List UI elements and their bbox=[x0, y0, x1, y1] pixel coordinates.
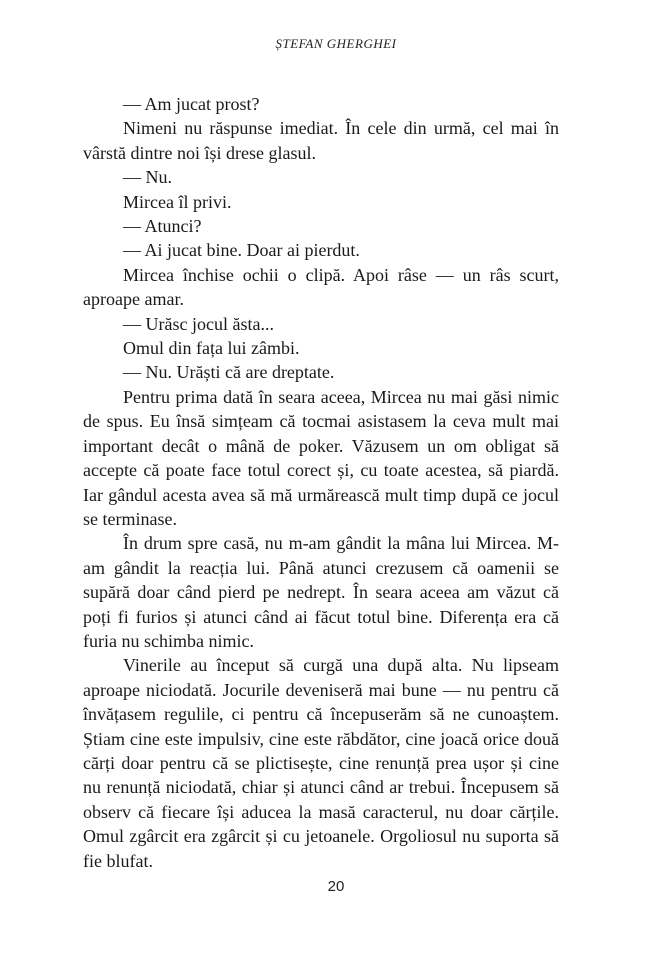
paragraph: — Am jucat prost? bbox=[123, 94, 260, 114]
paragraph: Vinerile au început să curgă una după alta. Nu lipseam aproape niciodată. Jocurile deveniseră mai bune — nu pentru că învățasem regulile, ci pentru că începuserăm să ne cunoaștem. Știam cine este impulsiv, cine este răbdător, cine joacă orice două cărți doar pentru că se plictisește, cine renunță prea ușor și cine nu renunță niciodată, chiar și atunci când ar trebui. Începusem să observ că fiecare își aducea la masă caracterul, nu doar cărțile. Omul zgârcit era zgârcit și cu jetoanele. Orgoliosul nu suporta să fie blufat. bbox=[83, 655, 559, 871]
paragraph: Nimeni nu răspunse imediat. În cele din urmă, cel mai în vârstă dintre noi își drese glasul. bbox=[83, 118, 559, 163]
paragraph: În drum spre casă, nu m-am gândit la mâna lui Mircea. M-am gândit la reacția lui. Până atunci crezusem că oamenii se supără doar când pierd pe nedrept. În seara aceea am văzut că poți fi furios și atunci când ai făcut totul bine. Diferența era că furia nu schimba nimic. bbox=[83, 533, 559, 651]
paragraph: Mircea închise ochii o clipă. Apoi râse — un râs scurt, aproape amar. bbox=[83, 264, 559, 310]
paragraph: Mircea îl privi. bbox=[123, 191, 232, 212]
paragraph: — Ai jucat bine. Doar ai pierdut. bbox=[123, 240, 360, 261]
running-header: ȘTEFAN GHERGHEI bbox=[275, 36, 397, 51]
page-number: 20 bbox=[327, 878, 345, 895]
paragraph: — Atunci? bbox=[123, 216, 202, 237]
paragraph: Omul din fața lui zâmbi. bbox=[123, 338, 300, 359]
paragraph: — Nu. bbox=[123, 167, 172, 188]
paragraph: Pentru prima dată în seara aceea, Mircea nu mai găsi nimic de spus. Eu însă simțeam că tocmai asistasem la ceva mult mai important decât o mână de poker. Văzusem un om obligat să accepte că poate face totul corect și, cu toate acestea, să piardă. Iar gândul acesta avea să mă urmărească mult timp după ce jocul se terminase. bbox=[83, 386, 559, 529]
body-text bbox=[83, 92, 559, 873]
paragraph: — Nu. Urăști că are dreptate. bbox=[123, 362, 335, 383]
paragraph: — Urăsc jocul ăsta... bbox=[123, 313, 274, 334]
